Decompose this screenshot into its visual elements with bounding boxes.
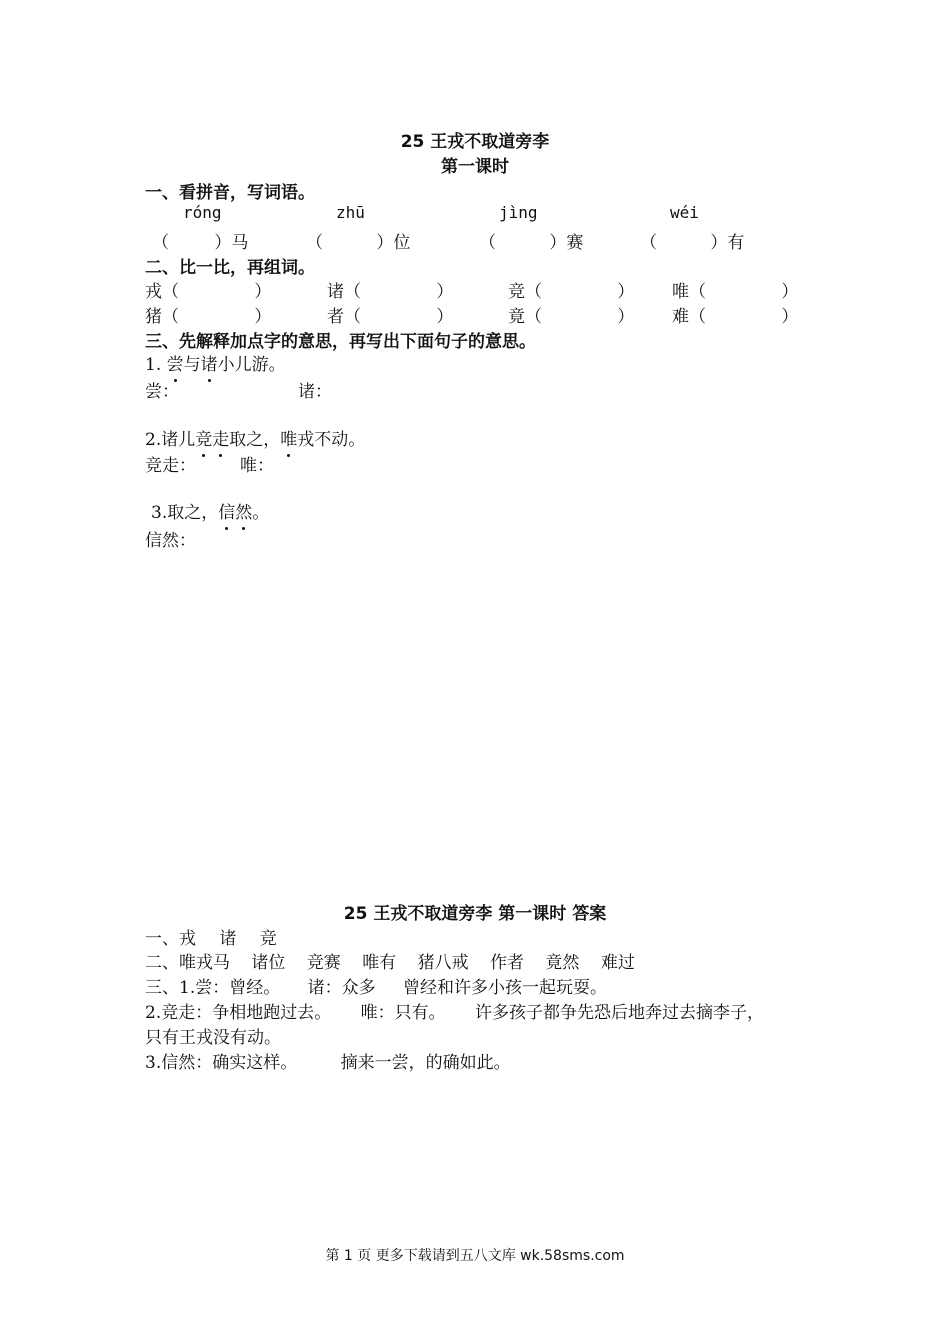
answer-line-3: 三、1.尝：曾经。 诸：众多 曾经和许多小孩一起玩耍。 <box>145 978 608 998</box>
q1-label-a: 尝： <box>145 382 179 402</box>
answer-line-2: 二、唯戎马 诸位 竞赛 唯有 猪八戒 作者 竟然 难过 <box>145 953 635 973</box>
worksheet-title: 25 王戎不取道旁李 <box>400 132 550 152</box>
answer-line-4: 2.竞走：争相地跑过去。 唯：只有。 许多孩子都争先恐后地奔过去摘李子， <box>145 1003 765 1023</box>
q2-text: 2.诸儿 <box>145 430 196 450</box>
q1-dotted-char: 诸 <box>201 350 218 375</box>
answer-line-6: 3.信然：确实这样。 摘来一尝，的确如此。 <box>145 1053 511 1073</box>
compare-r2-c1: 猪（ ） <box>145 307 272 327</box>
answers-title: 25 王戎不取道旁李 第一课时 答案 <box>343 904 607 924</box>
q2-label-a: 竞走： <box>145 456 196 476</box>
compare-r2-c2: 者（ ） <box>327 307 454 327</box>
compare-r1-c3: 竞（ ） <box>508 282 635 302</box>
compare-r1-c2: 诸（ ） <box>327 282 454 302</box>
pinyin-3: jìng <box>499 203 538 222</box>
q1-text: 与 <box>183 355 201 375</box>
q1-label-b: 诸： <box>298 382 332 402</box>
q2-text: 取之， <box>229 430 281 450</box>
question1-sentence <box>145 350 286 375</box>
pinyin-2: zhū <box>336 203 365 222</box>
section3-heading: 三、先解释加点字的意思，再写出下面句子的意思。 <box>145 332 536 352</box>
q2-label-b: 唯： <box>240 456 274 476</box>
compare-r2-c3: 竟（ ） <box>508 307 635 327</box>
q3-dotted-char: 信 <box>218 498 235 523</box>
q1-dotted-char: 尝 <box>167 350 184 375</box>
blank-1: （ ）马 <box>152 233 249 253</box>
q3-label: 信然： <box>145 531 196 551</box>
question3-sentence <box>151 498 269 523</box>
q2-dotted-char: 竞 <box>195 425 212 450</box>
blank-4: （ ）有 <box>640 233 745 253</box>
pinyin-4: wéi <box>670 203 699 222</box>
blank-2: （ ）位 <box>306 233 411 253</box>
section1-heading: 一、看拼音，写词语。 <box>145 183 315 203</box>
answer-line-1: 一、戎 诸 竞 <box>145 929 277 949</box>
q3-dotted-char: 然 <box>235 498 252 523</box>
q2-text: 戎不动。 <box>297 430 366 450</box>
worksheet-subtitle: 第一课时 <box>441 157 509 177</box>
compare-r1-c1: 戎（ ） <box>145 282 272 302</box>
compare-r2-c4: 难（ ） <box>672 307 799 327</box>
question2-sentence <box>145 425 365 450</box>
q1-text: 小儿游。 <box>217 355 286 375</box>
q3-text: 。 <box>252 503 270 523</box>
q1-prefix: 1. <box>145 355 167 375</box>
q2-dotted-char: 唯 <box>280 425 297 450</box>
answer-line-5: 只有王戎没有动。 <box>145 1028 281 1048</box>
blank-3: （ ）赛 <box>479 233 584 253</box>
compare-r1-c4: 唯（ ） <box>672 282 799 302</box>
pinyin-1: róng <box>183 203 222 222</box>
q3-text: 3.取之， <box>151 503 219 523</box>
page-footer: 第 1 页 更多下载请到五八文库 wk.58sms.com <box>325 1248 625 1264</box>
q2-dotted-char: 走 <box>212 425 229 450</box>
section2-heading: 二、比一比，再组词。 <box>145 258 315 278</box>
